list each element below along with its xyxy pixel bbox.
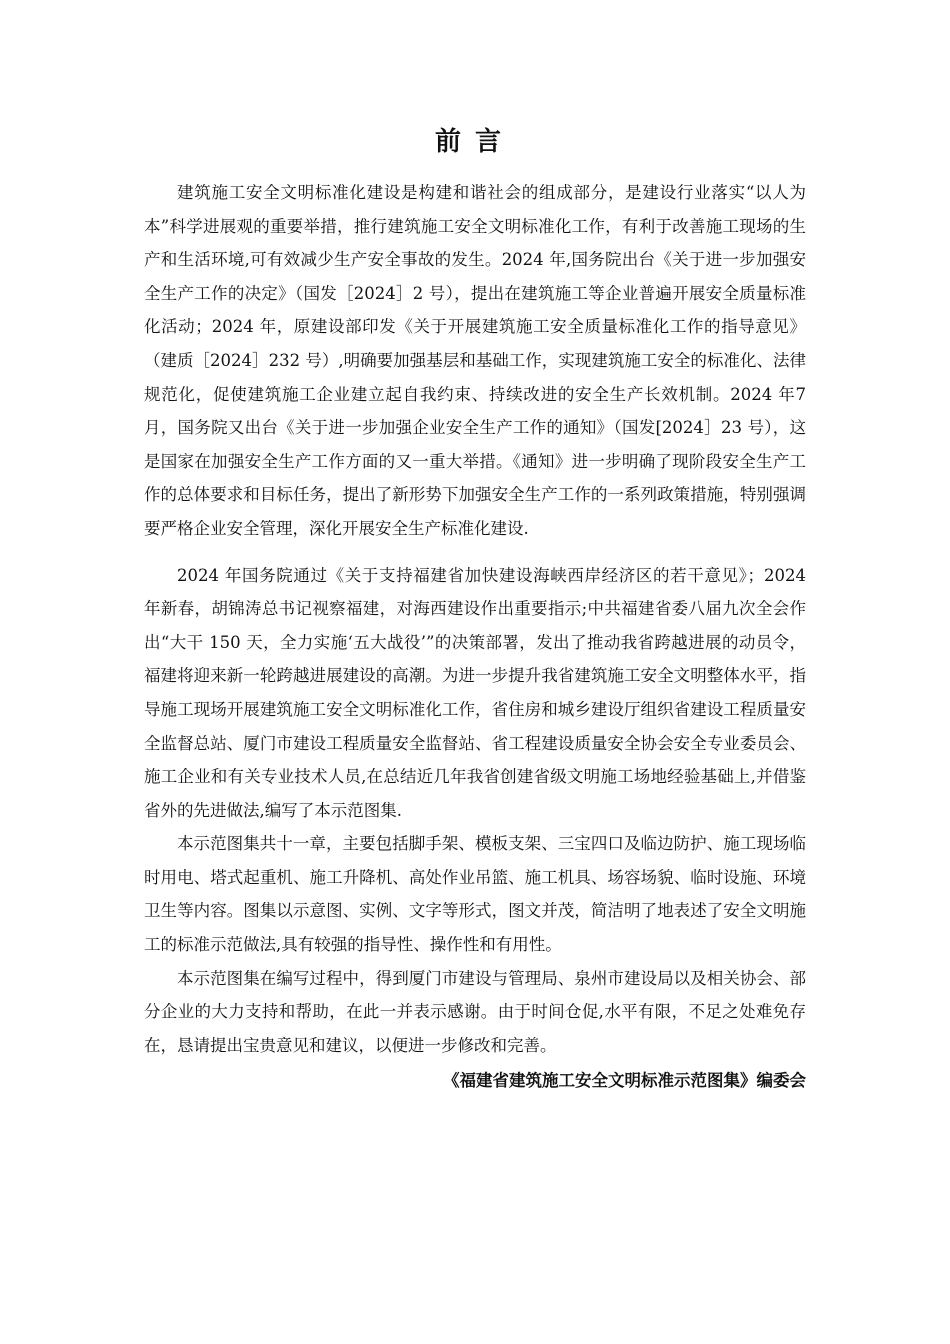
paragraph-3: 本示范图集共十一章，主要包括脚手架、模板支架、三宝四口及临边防护、施工现场临时用电、塔式起重机、施工升降机、高处作业吊篮、施工机具、场容场貌、临时设施、环境卫生等内容。图集以示意图、实例、文字等形式，图文并茂，简洁明了地表述了安全文明施工的标准示范做法,具有较强的指导性、操作性和有用性。 bbox=[144, 834, 806, 955]
paragraph-1: 建筑施工安全文明标准化建设是构建和谐社会的组成部分，是建设行业落实“以人为本”科学进展观的重要举措，推行建筑施工安全文明标准化工作，有利于改善施工现场的生产和生活环境,可有效减少生产安全事故的发生。2024 年,国务院出台《关于进一步加强安全生产工作的决定》（国发［2024］2 号），提出在建筑施工等企业普遍开展安全质量标准化活动；2024 年，原建设部印发《关于开展建筑施工安全质量标准化工作的指导意见》（建质［2024］232 号）,明确要加强基层和基础工作，实现建筑施工安全的标准化、法律规范化，促使建筑施工企业建立起自我约束、持续改进的安全生产长效机制。2024 年7 月，国务院又出台《关于进一步加强企业安全生产工作的通知》（国发[2024］23 号），这是国家在加强安全生产工作方面的又一重大举措。《通知》进一步明确了现阶段安全生产工作的总体要求和目标任务，提出了新形势下加强安全生产工作的一系列政策措施，特别强调要严格企业安全管理，深化开展安全生产标准化建设. bbox=[144, 183, 806, 538]
paragraph-4: 本示范图集在编写过程中，得到厦门市建设与管理局、泉州市建设局以及相关协会、部分企业的大力支持和帮助，在此一并表示感谢。由于时间仓促,水平有限，不足之处难免存在，恳请提出宝贵意见和建议，以便进一步修改和完善。 bbox=[144, 968, 806, 1055]
page-title: 前言 bbox=[434, 127, 515, 157]
document-body bbox=[144, 176, 806, 1098]
paragraph-2: 2024 年国务院通过《关于支持福建省加快建设海峡西岸经济区的若干意见》；2024 年新春，胡锦涛总书记视察福建，对海西建设作出重要指示;中共福建省委八届九次全会作出“大干 150 天，全力实施‘五大战役’”的决策部署，发出了推动我省跨越进展的动员令，福建将迎来新一轮跨越进展建设的高潮。为进一步提升我省建筑施工安全文明整体水平，指导施工现场开展建筑施工安全文明标准化工作，省住房和城乡建设厅组织省建设工程质量安全监督总站、厦门市建设工程质量安全监督站、省工程建设质量安全协会安全专业委员会、施工企业和有关专业技术人员,在总结近几年我省创建省级文明施工场地经验基础上,并借鉴省外的先进做法,编写了本示范图集. bbox=[144, 565, 806, 820]
signature: 《福建省建筑施工安全文明标准示范图集》编委会 bbox=[443, 1071, 806, 1091]
